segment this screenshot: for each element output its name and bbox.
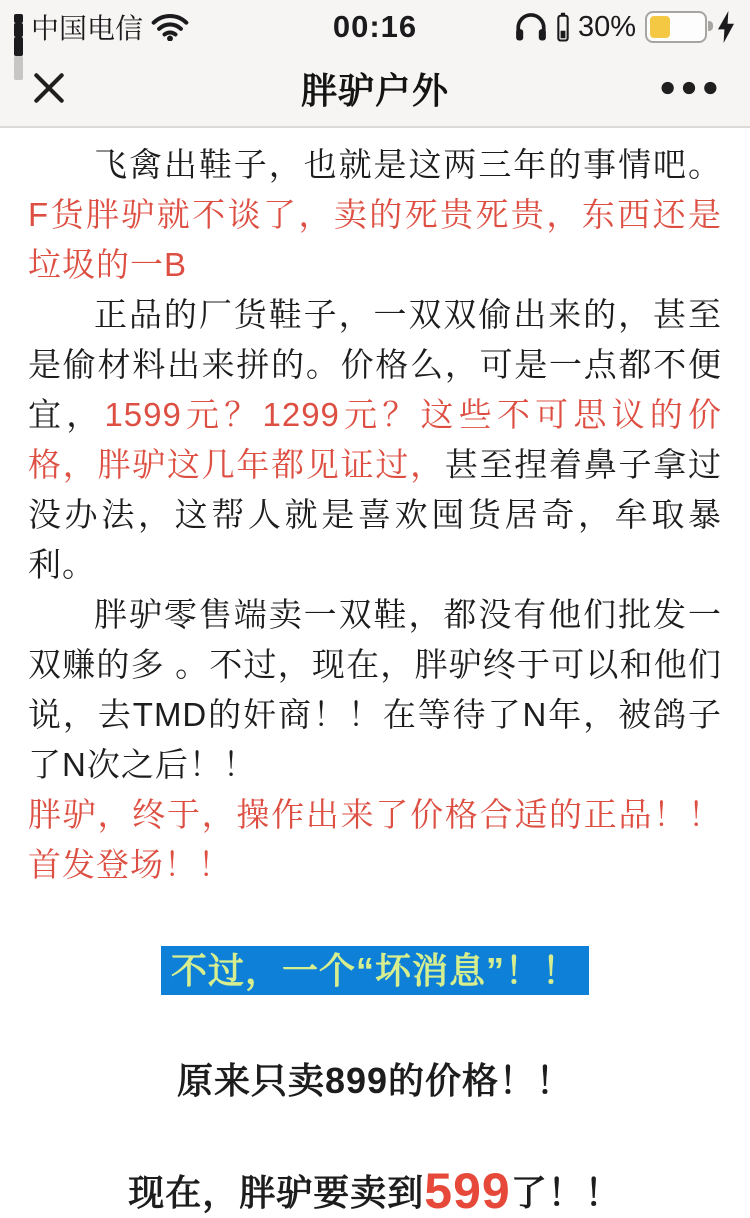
headphones-icon (514, 12, 548, 42)
wifi-icon (151, 13, 189, 41)
text-segment-black: 原来只卖899的价格！！ (176, 1060, 574, 1101)
text-segment-red: 胖驴，终于，操作出来了价格合适的正品！！首发登场！！ (28, 796, 722, 883)
text-segment-red: F货胖驴就不谈了，卖的死贵死贵，东西还是垃圾的一B (28, 196, 722, 283)
paragraph (28, 1163, 722, 1218)
paragraph (28, 140, 722, 290)
status-right (466, 11, 736, 44)
article-body (0, 128, 750, 1218)
text-segment-black: 了！！ (510, 1172, 622, 1213)
nav-bar (0, 50, 750, 126)
nav-right (600, 80, 720, 96)
close-icon[interactable] (30, 69, 68, 107)
text-segment-black: 甚至捏着鼻子拿过 没办法，这帮人就是喜欢囤货居奇，牟取暴利。 (28, 446, 723, 583)
top-chrome (0, 0, 750, 128)
text-segment-black: 现在，胖驴要卖到 (128, 1172, 425, 1213)
paragraph (28, 790, 722, 890)
page-title: 胖驴户外 (300, 69, 449, 111)
clock: 00:16 (332, 9, 418, 44)
paragraph (28, 590, 722, 790)
text-segment-black: 飞禽出鞋子，也就是这两三年的事情吧。 (94, 146, 722, 183)
carrier-label: 中国电信 (31, 13, 144, 44)
nav-left (30, 69, 150, 107)
charging-bolt-icon (716, 11, 736, 43)
status-bar (0, 0, 750, 50)
signal-icon (14, 14, 23, 40)
text-segment-black: 胖驴零售端卖一双鞋，都没有他们批发一双赚的多 。不过，现在，胖驴终于可以和他们说，去TMD的奸商！！在等待了N年，被鸽子了N次之后！！ (28, 596, 722, 783)
paragraph (28, 290, 722, 590)
headset-battery-icon (557, 12, 569, 42)
status-left (14, 7, 284, 47)
more-icon[interactable] (658, 80, 720, 96)
text-segment-price: 599 (424, 1163, 511, 1218)
paragraph (28, 946, 722, 996)
battery-percent-label: 30% (577, 10, 636, 43)
text-segment-red: 1599元？1299元？这些不可思议的价格，胖驴这几年都见证过， (28, 396, 723, 483)
paragraph (28, 1056, 722, 1106)
text-segment-black: 正品的厂货鞋子，一双双偷出来的，甚至是偷材料出来拼的。价格么，可是一点都不便宜， (28, 296, 722, 433)
battery-icon (645, 11, 707, 43)
text-segment-highlight: 不过，一个“坏消息”！！ (161, 946, 589, 995)
